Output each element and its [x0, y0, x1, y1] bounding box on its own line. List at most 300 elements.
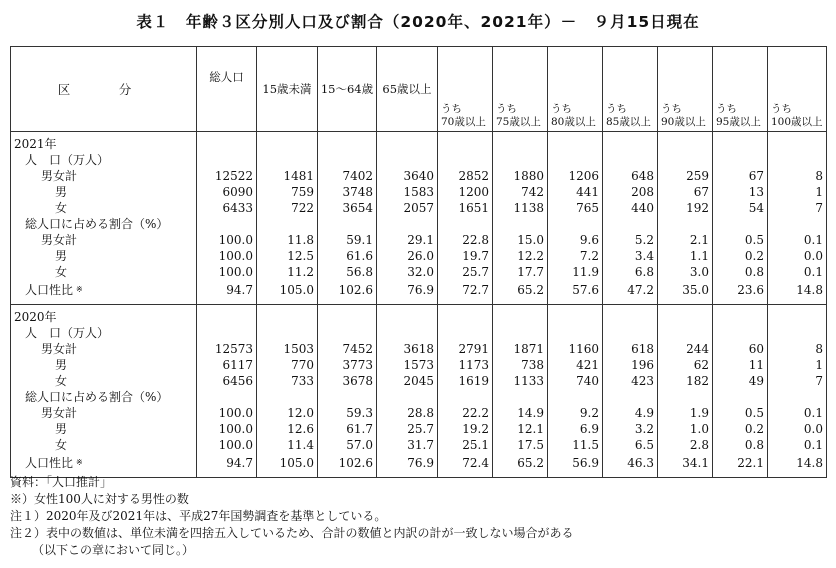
- value-cell: 3.0: [658, 264, 713, 280]
- value-cell: 7: [768, 200, 827, 216]
- value-cell: 1481: [257, 168, 318, 184]
- table-header-row: [11, 47, 827, 132]
- value-cell: 32.0: [377, 264, 438, 280]
- value-cell: 244: [658, 341, 713, 357]
- value-cell: 60: [713, 341, 768, 357]
- table-row: [11, 389, 827, 405]
- value-cell: 11.4: [257, 437, 318, 453]
- value-cell: 6.8: [603, 264, 658, 280]
- row-label: [11, 341, 197, 357]
- footnotes: [10, 474, 826, 559]
- value-cell: 7.2: [548, 248, 603, 264]
- value-cell: 100.0: [197, 421, 257, 437]
- value-cell: 1200: [438, 184, 493, 200]
- value-cell: 72.7: [438, 280, 493, 305]
- table-row: [11, 216, 827, 232]
- value-cell: 12.1: [493, 421, 548, 437]
- header-sub-prefix: うち: [661, 103, 682, 115]
- row-label-text: 男: [55, 358, 68, 372]
- value-cell: 56.8: [318, 264, 377, 280]
- empty-cell: [493, 325, 548, 341]
- empty-cell: [603, 152, 658, 168]
- value-cell: 7: [768, 373, 827, 389]
- empty-cell: [658, 152, 713, 168]
- header-col: 15歳未満: [257, 47, 318, 132]
- empty-cell: [548, 305, 603, 326]
- value-cell: 12.2: [493, 248, 548, 264]
- section-label: 総人口に占める割合（%）: [11, 389, 197, 405]
- empty-cell: [658, 305, 713, 326]
- empty-cell: [493, 389, 548, 405]
- empty-cell: [658, 132, 713, 153]
- table-row: [11, 232, 827, 248]
- value-cell: 34.1: [658, 453, 713, 478]
- header-sub-prefix: うち: [606, 103, 627, 115]
- value-cell: 6.5: [603, 437, 658, 453]
- value-cell: 56.9: [548, 453, 603, 478]
- value-cell: 4.9: [603, 405, 658, 421]
- table-row: [11, 357, 827, 373]
- empty-cell: [493, 152, 548, 168]
- value-cell: 100.0: [197, 264, 257, 280]
- header-total: 総人口: [197, 47, 257, 132]
- header-sub-prefix: うち: [441, 103, 462, 115]
- table-row: [11, 341, 827, 357]
- empty-cell: [493, 305, 548, 326]
- value-cell: 759: [257, 184, 318, 200]
- header-col: 65歳以上: [377, 47, 438, 132]
- header-sub-col: [658, 47, 713, 132]
- value-cell: 9.2: [548, 405, 603, 421]
- value-cell: 2.1: [658, 232, 713, 248]
- value-cell: 1173: [438, 357, 493, 373]
- row-label-text: 女: [55, 265, 68, 279]
- row-label: [11, 437, 197, 453]
- table-row: [11, 248, 827, 264]
- value-cell: 76.9: [377, 453, 438, 478]
- empty-cell: [318, 325, 377, 341]
- value-cell: 0.8: [713, 264, 768, 280]
- value-cell: 2.8: [658, 437, 713, 453]
- empty-cell: [548, 216, 603, 232]
- value-cell: 3640: [377, 168, 438, 184]
- value-cell: 23.6: [713, 280, 768, 305]
- value-cell: 100.0: [197, 405, 257, 421]
- value-cell: 1651: [438, 200, 493, 216]
- value-cell: 733: [257, 373, 318, 389]
- value-cell: 5.2: [603, 232, 658, 248]
- empty-cell: [377, 152, 438, 168]
- table-row: [11, 325, 827, 341]
- value-cell: 35.0: [658, 280, 713, 305]
- value-cell: 738: [493, 357, 548, 373]
- header-sub-label: 85歳以上: [606, 116, 651, 128]
- value-cell: 76.9: [377, 280, 438, 305]
- value-cell: 11.9: [548, 264, 603, 280]
- value-cell: 8: [768, 168, 827, 184]
- empty-cell: [713, 325, 768, 341]
- value-cell: 722: [257, 200, 318, 216]
- value-cell: 15.0: [493, 232, 548, 248]
- row-label: [11, 421, 197, 437]
- row-label-text: 男: [55, 185, 68, 199]
- value-cell: 49: [713, 373, 768, 389]
- empty-cell: [377, 325, 438, 341]
- value-cell: 105.0: [257, 280, 318, 305]
- value-cell: 57.6: [548, 280, 603, 305]
- value-cell: 57.0: [318, 437, 377, 453]
- empty-cell: [603, 132, 658, 153]
- empty-cell: [713, 389, 768, 405]
- empty-cell: [257, 325, 318, 341]
- value-cell: 1503: [257, 341, 318, 357]
- value-cell: 1619: [438, 373, 493, 389]
- value-cell: 1206: [548, 168, 603, 184]
- population-table: [10, 46, 827, 478]
- empty-cell: [658, 216, 713, 232]
- value-cell: 0.0: [768, 421, 827, 437]
- row-label-text: 女: [55, 438, 68, 452]
- header-sub-label: 95歳以上: [716, 116, 761, 128]
- row-label: [11, 184, 197, 200]
- empty-cell: [377, 305, 438, 326]
- value-cell: 105.0: [257, 453, 318, 478]
- empty-cell: [318, 389, 377, 405]
- value-cell: 2852: [438, 168, 493, 184]
- value-cell: 102.6: [318, 280, 377, 305]
- value-cell: 6.9: [548, 421, 603, 437]
- header-sub-col: [768, 47, 827, 132]
- value-cell: 8: [768, 341, 827, 357]
- empty-cell: [713, 132, 768, 153]
- value-cell: 7452: [318, 341, 377, 357]
- empty-cell: [713, 305, 768, 326]
- table-row: [11, 168, 827, 184]
- header-sub-col: [438, 47, 493, 132]
- value-cell: 0.8: [713, 437, 768, 453]
- value-cell: 59.3: [318, 405, 377, 421]
- empty-cell: [377, 216, 438, 232]
- row-label: [11, 232, 197, 248]
- value-cell: 94.7: [197, 453, 257, 478]
- header-kubun: 区 分: [11, 47, 197, 132]
- value-cell: 0.5: [713, 232, 768, 248]
- row-label-text: 男女計: [41, 406, 78, 420]
- value-cell: 13: [713, 184, 768, 200]
- row-label: [11, 248, 197, 264]
- value-cell: 14.9: [493, 405, 548, 421]
- value-cell: 72.4: [438, 453, 493, 478]
- year-block-2021: [11, 132, 827, 305]
- value-cell: 618: [603, 341, 658, 357]
- empty-cell: [713, 216, 768, 232]
- value-cell: 47.2: [603, 280, 658, 305]
- empty-cell: [548, 325, 603, 341]
- value-cell: 25.7: [438, 264, 493, 280]
- empty-cell: [603, 216, 658, 232]
- value-cell: 22.2: [438, 405, 493, 421]
- value-cell: 22.1: [713, 453, 768, 478]
- value-cell: 67: [713, 168, 768, 184]
- footnote-line: 注２）表中の数値は、単位未満を四捨五入しているため、合計の数値と内訳の計が一致しない場合がある: [10, 526, 574, 540]
- value-cell: 31.7: [377, 437, 438, 453]
- value-cell: 3678: [318, 373, 377, 389]
- value-cell: 29.1: [377, 232, 438, 248]
- value-cell: 0.2: [713, 248, 768, 264]
- value-cell: 1583: [377, 184, 438, 200]
- row-label-text: 男: [55, 422, 68, 436]
- header-sub-prefix: うち: [771, 103, 792, 115]
- footnote-line: 資料：「人口推計」: [10, 475, 113, 489]
- empty-cell: [257, 305, 318, 326]
- value-cell: 441: [548, 184, 603, 200]
- footnote-line: ※）女性100人に対する男性の数: [10, 492, 189, 506]
- empty-cell: [658, 389, 713, 405]
- value-cell: 0.1: [768, 232, 827, 248]
- header-sub-label: 75歳以上: [496, 116, 541, 128]
- empty-cell: [197, 325, 257, 341]
- value-cell: 3654: [318, 200, 377, 216]
- row-label-text: 人口性比: [25, 283, 74, 297]
- empty-cell: [197, 216, 257, 232]
- empty-cell: [438, 305, 493, 326]
- value-cell: 192: [658, 200, 713, 216]
- value-cell: 3.2: [603, 421, 658, 437]
- value-cell: 6090: [197, 184, 257, 200]
- row-label-text: 男女計: [41, 342, 78, 356]
- empty-cell: [768, 216, 827, 232]
- row-label-text: 女: [55, 201, 68, 215]
- empty-cell: [438, 132, 493, 153]
- row-label: [11, 405, 197, 421]
- row-label: [11, 357, 197, 373]
- value-cell: 2057: [377, 200, 438, 216]
- header-sub-col: [493, 47, 548, 132]
- value-cell: 100.0: [197, 437, 257, 453]
- empty-cell: [548, 389, 603, 405]
- value-cell: 1138: [493, 200, 548, 216]
- value-cell: 3773: [318, 357, 377, 373]
- value-cell: 0.0: [768, 248, 827, 264]
- empty-cell: [257, 216, 318, 232]
- year-label: 2021年: [11, 132, 197, 153]
- value-cell: 11.8: [257, 232, 318, 248]
- value-cell: 100.0: [197, 232, 257, 248]
- value-cell: 59.1: [318, 232, 377, 248]
- value-cell: 61.6: [318, 248, 377, 264]
- section-label: 総人口に占める割合（%）: [11, 216, 197, 232]
- value-cell: 742: [493, 184, 548, 200]
- empty-cell: [768, 389, 827, 405]
- empty-cell: [768, 132, 827, 153]
- table-row: [11, 264, 827, 280]
- value-cell: 11: [713, 357, 768, 373]
- value-cell: 46.3: [603, 453, 658, 478]
- page-title: 表１ 年齢３区分別人口及び割合（2020年、2021年）－ ９月15日現在: [136, 13, 700, 31]
- value-cell: 19.2: [438, 421, 493, 437]
- value-cell: 1871: [493, 341, 548, 357]
- note-mark: ※: [76, 285, 83, 294]
- value-cell: 0.1: [768, 437, 827, 453]
- value-cell: 440: [603, 200, 658, 216]
- table-row: [11, 132, 827, 153]
- empty-cell: [318, 216, 377, 232]
- value-cell: 740: [548, 373, 603, 389]
- value-cell: 102.6: [318, 453, 377, 478]
- value-cell: 1.9: [658, 405, 713, 421]
- value-cell: 208: [603, 184, 658, 200]
- row-label-text: 男: [55, 249, 68, 263]
- year-block-2020: [11, 305, 827, 478]
- table-row: [11, 373, 827, 389]
- year-label: 2020年: [11, 305, 197, 326]
- row-label: [11, 264, 197, 280]
- value-cell: 12522: [197, 168, 257, 184]
- table-row: [11, 280, 827, 305]
- empty-cell: [548, 132, 603, 153]
- header-sub-prefix: うち: [716, 103, 737, 115]
- row-label-text: 男女計: [41, 233, 78, 247]
- empty-cell: [318, 305, 377, 326]
- empty-cell: [257, 152, 318, 168]
- value-cell: 259: [658, 168, 713, 184]
- header-col: 15～64歳: [318, 47, 377, 132]
- empty-cell: [197, 305, 257, 326]
- value-cell: 65.2: [493, 453, 548, 478]
- value-cell: 0.1: [768, 264, 827, 280]
- value-cell: 17.5: [493, 437, 548, 453]
- empty-cell: [377, 132, 438, 153]
- empty-cell: [603, 389, 658, 405]
- value-cell: 1: [768, 357, 827, 373]
- table-row: [11, 421, 827, 437]
- table-row: [11, 200, 827, 216]
- row-label-text: 女: [55, 374, 68, 388]
- header-sub-label: 80歳以上: [551, 116, 596, 128]
- value-cell: 3.4: [603, 248, 658, 264]
- value-cell: 17.7: [493, 264, 548, 280]
- table-row: [11, 405, 827, 421]
- header-sub-label: 90歳以上: [661, 116, 706, 128]
- value-cell: 14.8: [768, 453, 827, 478]
- row-label-text: 人口性比: [25, 456, 74, 470]
- header-sub-label: 70歳以上: [441, 116, 486, 128]
- empty-cell: [438, 325, 493, 341]
- value-cell: 6433: [197, 200, 257, 216]
- value-cell: 182: [658, 373, 713, 389]
- note-mark: ※: [76, 458, 83, 467]
- header-sub-prefix: うち: [496, 103, 517, 115]
- row-label: [11, 200, 197, 216]
- table-row: [11, 152, 827, 168]
- empty-cell: [197, 389, 257, 405]
- value-cell: 11.5: [548, 437, 603, 453]
- row-label: [11, 168, 197, 184]
- value-cell: 1160: [548, 341, 603, 357]
- empty-cell: [197, 152, 257, 168]
- empty-cell: [318, 132, 377, 153]
- header-sub-prefix: うち: [551, 103, 572, 115]
- value-cell: 648: [603, 168, 658, 184]
- section-label: 人 口（万人）: [11, 152, 197, 168]
- value-cell: 94.7: [197, 280, 257, 305]
- value-cell: 3618: [377, 341, 438, 357]
- table-row: [11, 437, 827, 453]
- value-cell: 12.6: [257, 421, 318, 437]
- value-cell: 62: [658, 357, 713, 373]
- value-cell: 61.7: [318, 421, 377, 437]
- value-cell: 7402: [318, 168, 377, 184]
- value-cell: 1: [768, 184, 827, 200]
- value-cell: 6117: [197, 357, 257, 373]
- value-cell: 67: [658, 184, 713, 200]
- empty-cell: [438, 389, 493, 405]
- empty-cell: [197, 132, 257, 153]
- footnote-line: 注１）2020年及び2021年は、平成27年国勢調査を基準としている。: [10, 509, 387, 523]
- value-cell: 1133: [493, 373, 548, 389]
- value-cell: 3748: [318, 184, 377, 200]
- table-row: [11, 184, 827, 200]
- empty-cell: [257, 132, 318, 153]
- value-cell: 0.1: [768, 405, 827, 421]
- value-cell: 12.5: [257, 248, 318, 264]
- header-sub-col: [603, 47, 658, 132]
- value-cell: 26.0: [377, 248, 438, 264]
- value-cell: 770: [257, 357, 318, 373]
- empty-cell: [603, 325, 658, 341]
- value-cell: 19.7: [438, 248, 493, 264]
- value-cell: 25.7: [377, 421, 438, 437]
- empty-cell: [493, 132, 548, 153]
- value-cell: 0.2: [713, 421, 768, 437]
- empty-cell: [603, 305, 658, 326]
- value-cell: 11.2: [257, 264, 318, 280]
- value-cell: 12.0: [257, 405, 318, 421]
- table-row: [11, 305, 827, 326]
- value-cell: 12573: [197, 341, 257, 357]
- empty-cell: [377, 389, 438, 405]
- value-cell: 2045: [377, 373, 438, 389]
- value-cell: 1880: [493, 168, 548, 184]
- value-cell: 1.0: [658, 421, 713, 437]
- value-cell: 196: [603, 357, 658, 373]
- value-cell: 22.8: [438, 232, 493, 248]
- value-cell: 1.1: [658, 248, 713, 264]
- empty-cell: [768, 305, 827, 326]
- value-cell: 14.8: [768, 280, 827, 305]
- value-cell: 421: [548, 357, 603, 373]
- header-sub-label: 100歳以上: [771, 116, 823, 128]
- header-sub-col: [713, 47, 768, 132]
- value-cell: 54: [713, 200, 768, 216]
- value-cell: 9.6: [548, 232, 603, 248]
- value-cell: 765: [548, 200, 603, 216]
- empty-cell: [438, 216, 493, 232]
- empty-cell: [713, 152, 768, 168]
- empty-cell: [257, 389, 318, 405]
- empty-cell: [658, 325, 713, 341]
- value-cell: 28.8: [377, 405, 438, 421]
- value-cell: 65.2: [493, 280, 548, 305]
- value-cell: 100.0: [197, 248, 257, 264]
- value-cell: 0.5: [713, 405, 768, 421]
- empty-cell: [548, 152, 603, 168]
- row-label: [11, 280, 197, 305]
- empty-cell: [318, 152, 377, 168]
- value-cell: 423: [603, 373, 658, 389]
- empty-cell: [768, 325, 827, 341]
- footnote-line: （以下この章において同じ。）: [32, 543, 195, 557]
